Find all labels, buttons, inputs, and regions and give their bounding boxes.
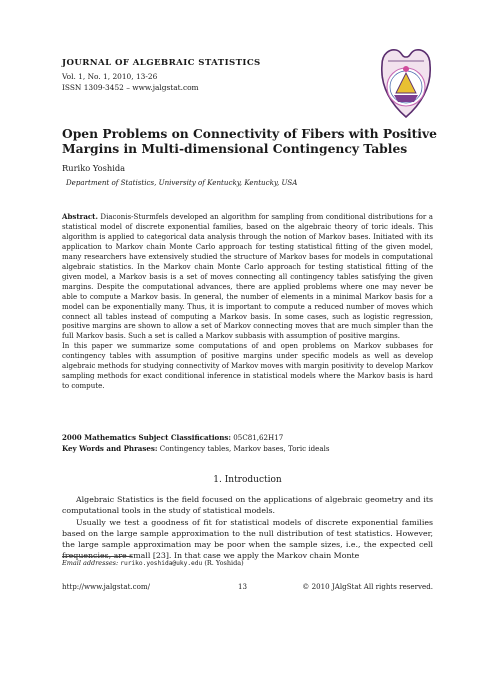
msc-label: 2000 Mathematics Subject Classifications: xyxy=(62,433,232,442)
intro-paragraph-1: Algebraic Statistics is the field focused on the applications of algebraic geometry and its computational tools in the study of statistical models. xyxy=(62,495,433,516)
keywords-line xyxy=(62,444,433,453)
author-affiliation: Department of Statistics, University of Kentucky, Kentucky, USA xyxy=(66,178,298,187)
journal-meta xyxy=(62,71,199,93)
volume-line: Vol. 1, No. 1, 2010, 13-26 xyxy=(62,72,158,81)
footnote xyxy=(62,559,244,567)
intro-body xyxy=(62,494,433,562)
abstract-paragraph-2: In this paper we summarize some computations of and open problems on Markov subbases for contingency tables with assumption of positive margins under specific models as well as develop algebraic methods for studying connectivity of Markov moves with margin positivity to develop Markov sampling methods for exact conditional inference in statistical models where the Markov basis is hard to compute. xyxy=(62,341,433,391)
msc-value: 05C81,62H17 xyxy=(233,433,284,442)
author-name: Ruriko Yoshida xyxy=(62,163,126,173)
abstract-text-1: Diaconis-Sturmfels developed an algorithm for sampling from conditional distributions for a statistical model of discrete exponential families, based on the algebraic theory of toric ideals. This algorithm is applied to categorical data analysis through the notion of Markov bases. Initiated with its application to Markov chain Monte Carlo approach for testing statistical fitting of the given model, many researchers have extensively studied the structure of Markov bases for models in computational algebraic statistics. In the Markov chain Monte Carlo approach for testing statistical fitting of the given model, a Markov basis is a set of moves connecting all contingency tables satisfying the given margins. Despite the computational advances, there are applied problems where one may never be able to compute a Markov basis. In general, the number of elements in a minimal Markov basis for a model can be exponentially many. Thus, it is important to compute a reduced number of moves which connect all tables instead of computing a Markov basis. In some cases, such as logistic regression, positive margins are shown to allow a set of Markov connecting moves that are much simpler than the full Markov basis. Such a set is called a Markov subbasis with assumption of positive margins. xyxy=(62,212,433,341)
keywords-value: Contingency tables, Markov bases, Toric ideals xyxy=(159,444,330,453)
section-heading: 1. Introduction xyxy=(213,475,282,485)
article-title: Open Problems on Connectivity of Fibers with Positive Margins in Multi-dimensional Contingency Tables xyxy=(62,126,437,156)
footer-url[interactable]: http://www.jalgstat.com/ xyxy=(62,582,151,591)
footnote-rule xyxy=(62,556,132,557)
copyright-notice: © 2010 JAlgStat All rights reserved. xyxy=(302,582,433,591)
footnote-label: Email addresses: xyxy=(62,559,119,567)
page-number: 13 xyxy=(238,582,248,591)
footnote-name: (R. Yoshida) xyxy=(204,559,244,567)
keywords-label: Key Words and Phrases: xyxy=(62,444,158,453)
msc-line xyxy=(62,433,433,442)
abstract-paragraph-1 xyxy=(62,212,433,341)
footnote-email[interactable]: ruriko.yoshida@uky.edu xyxy=(120,560,203,567)
abstract xyxy=(62,212,433,391)
journal-seal-icon xyxy=(376,47,436,121)
abstract-label: Abstract. xyxy=(62,212,98,221)
intro-paragraph-2: Usually we test a goodness of fit for statistical models of discrete exponential families based on the large sample approximation to the null distribution of test statistics. However, the large sample approximation may be poor when the sample sizes, i.e., the expected cell frequencies, are small [23]. In that case we apply the Markov chain Monte xyxy=(62,517,433,561)
journal-name: JOURNAL OF ALGEBRAIC STATISTICS xyxy=(62,58,261,68)
issn-line: ISSN 1309-3452 – www.jalgstat.com xyxy=(62,83,199,92)
